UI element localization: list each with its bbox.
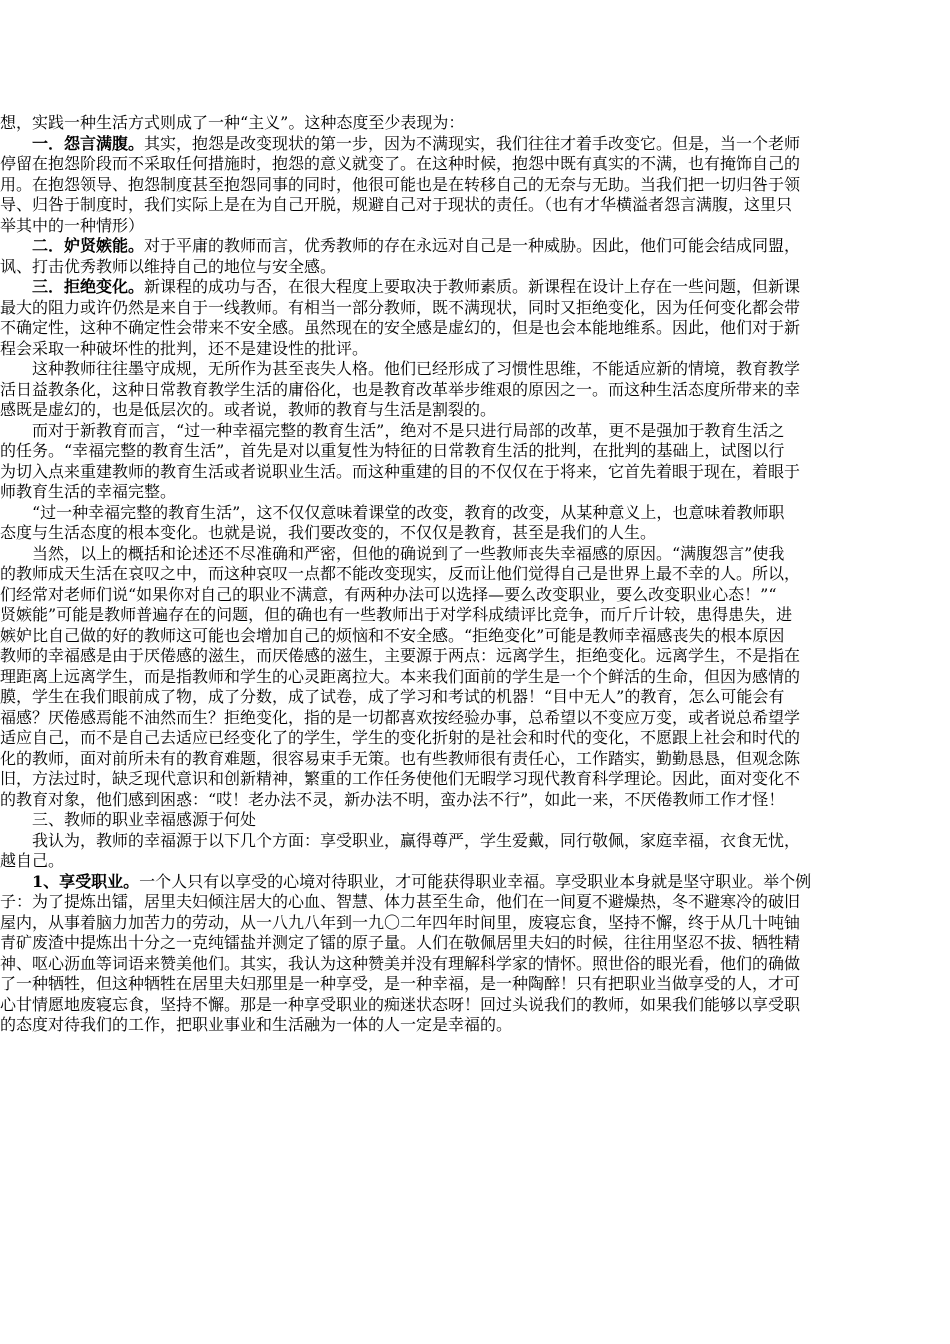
text-line: [32, 421, 950, 441]
text-line: [0, 605, 950, 625]
text-line: [0, 462, 950, 482]
line-text: 膜，学生在我们眼前成了物，成了分数，成了试卷，成了学习和考试的机器！“目中无人”的教育，怎么可能会有: [0, 687, 785, 706]
section-heading: 一．怨言满腹。: [32, 133, 145, 153]
line-text: 师教育生活的幸福完整。: [0, 482, 177, 501]
text-line: [0, 933, 950, 953]
line-text: 青矿废渣中提炼出十分之一克纯镭盐并测定了镭的原子量。人们在敬佩居里夫妇的时候，往往用坚忍不拔、牺牲精: [0, 933, 801, 952]
text-line: [0, 687, 950, 707]
text-line: [0, 482, 950, 502]
line-text: 态度与生活态度的根本变化。也就是说，我们要改变的，不仅仅是教育，甚至是我们的人生。: [0, 523, 657, 542]
line-text: 神、呕心沥血等词语来赞美他们。其实，我认为这种赞美并没有理解科学家的情怀。照世俗的眼光看，他们的确做: [0, 953, 801, 973]
text-line: [32, 134, 950, 154]
line-text: 了一种牺牲，但这种牺牲在居里夫妇那里是一种享受，是一种幸福，是一种陶醉！只有把职业当做享受的人，才可: [0, 974, 801, 993]
line-text: 一个人只有以享受的心境对待职业，才可能获得职业幸福。享受职业本身就是坚守职业。举个例: [139, 871, 812, 891]
line-text: 举其中的一种情形）: [0, 215, 145, 235]
text-line: [0, 1015, 950, 1035]
text-line: [32, 810, 950, 830]
line-text: 其实，抱怨是改变现状的第一步，因为不满现实，我们往往才着手改变它。但是，当一个老师: [144, 133, 801, 153]
text-line: [0, 400, 950, 420]
text-line: [32, 503, 950, 523]
line-text: 为切入点来重建教师的教育生活或者说职业生活。而这种重建的目的不仅仅在于将来，它首先着眼于现在，着眼于: [0, 461, 801, 481]
text-line: [0, 954, 950, 974]
text-line: [0, 626, 950, 646]
text-line: [0, 113, 950, 133]
line-text: 心甘情愿地废寝忘食，坚持不懈。那是一种享受职业的痴迷状态呀！回过头说我们的教师，如果我们能够以享受职: [0, 994, 801, 1014]
text-line: [0, 913, 950, 933]
text-line: [0, 175, 950, 195]
line-text: 的教育对象，他们感到困惑：“哎！老办法不灵，新办法不明，蛮办法不行”，如此一来，不厌倦教师工作才怪！: [0, 789, 785, 809]
text-line: [32, 872, 950, 892]
line-text: 教师的幸福感是由于厌倦感的滋生，而厌倦感的滋生，主要源于两点：远离学生，拒绝变化。远离学生，不是指在: [0, 646, 801, 665]
line-text: 新课程的成功与否，在很大程度上要取决于教师素质。新课程在设计上存在一些问题，但新课: [144, 277, 801, 296]
line-text: 理距离上远离学生，而是指教师和学生的心灵距离拉大。本来我们面前的学生是一个个鲜活的生命，但因为感情的: [0, 666, 801, 686]
line-text: 的态度对待我们的工作，把职业事业和生活融为一体的人一定是幸福的。: [0, 1015, 513, 1034]
line-text: 最大的阻力或许仍然是来自于一线教师。有相当一部分教师，既不满现状，同时又拒绝变化，因为任何变化都会带: [0, 297, 801, 317]
line-text: 停留在抱怨阶段而不采取任何措施时，抱怨的意义就变了。在这种时候，抱怨中既有真实的不满，也有掩饰自己的: [0, 154, 801, 173]
text-line: [0, 195, 950, 215]
line-text: “过一种幸福完整的教育生活”，这不仅仅意味着课堂的改变，教育的改变，从某种意义上，也意味着教师职: [32, 502, 785, 522]
text-line: [0, 318, 950, 338]
text-line: [0, 667, 950, 687]
line-text: 福感？厌倦感焉能不油然而生？拒绝变化，指的是一切都喜欢按经验办事，总希望以不变应万变，或者说总希望学: [0, 707, 801, 727]
text-line: [0, 154, 950, 174]
text-line: [0, 564, 950, 584]
text-line: [0, 257, 950, 277]
line-text: 的任务。“幸福完整的教育生活”，首先是对以重复性为特征的日常教育生活的批判，在批判的基础上，试图以行: [0, 441, 785, 460]
text-line: [0, 995, 950, 1015]
text-line: [0, 851, 950, 871]
line-text: 适应自己，而不是自己去适应已经变化了的学生，学生的变化折射的是社会和时代的变化，不愿跟上社会和时代的: [0, 728, 801, 747]
text-line: [0, 216, 950, 236]
text-line: [32, 544, 950, 564]
text-line: [0, 790, 950, 810]
line-text: 三、教师的职业幸福感源于何处: [32, 810, 257, 829]
line-text: 活日益教条化，这种日常教育教学生活的庸俗化，也是教育改革举步维艰的原因之一。而这种生活态度所带来的幸: [0, 379, 801, 399]
line-text: 贤嫉能”可能是教师普遍存在的问题，但的确也有一些教师出于对学科成绩评比竞争，而斤斤计较，患得患失，进: [0, 605, 793, 624]
section-heading: 二．妒贤嫉能。: [32, 236, 145, 255]
text-line: [32, 277, 950, 297]
line-text: 嫉妒比自己做的好的教师这可能也会增加自己的烦恼和不安全感。“拒绝变化”可能是教师幸福感丧失的根本原因: [0, 625, 785, 645]
text-line: [0, 728, 950, 748]
text-line: [0, 298, 950, 318]
line-text: 当然，以上的概括和论述还不尽准确和严密，但他的确说到了一些教师丧失幸福感的原因。“满腹怨言”使我: [32, 543, 785, 563]
text-line: [32, 236, 950, 256]
line-text: 们经常对老师们说“如果你对自己的职业不满意，有两种办法可以选择—要么改变职业，要么改变职业心态！”“: [0, 584, 777, 604]
text-line: [0, 380, 950, 400]
line-text: 想，实践一种生活方式则成了一种“主义”。这种态度至少表现为：: [0, 113, 465, 132]
text-line: [0, 646, 950, 666]
text-line: [0, 892, 950, 912]
line-text: 对于平庸的教师而言，优秀教师的存在永远对自己是一种威胁。因此，他们可能会结成同盟，: [144, 236, 801, 255]
text-line: [0, 708, 950, 728]
line-text: 讽、打击优秀教师以维持自己的地位与安全感。: [0, 256, 337, 276]
line-text: 化的教师，面对前所未有的教育难题，很容易束手无策。也有些教师很有责任心，工作踏实，勤勤恳恳，但观念陈: [0, 748, 801, 768]
line-text: 感既是虚幻的，也是低层次的。或者说，教师的教育与生活是割裂的。: [0, 400, 497, 419]
line-text: 不确定性，这种不确定性会带来不安全感。虽然现在的安全感是虚幻的，但是也会本能地维系。因此，他们对于新: [0, 318, 801, 337]
line-text: 的教师成天生活在哀叹之中，而这种哀叹一点都不能改变现实，反而让他们觉得自己是世界上最不幸的人。所以，: [0, 564, 801, 583]
line-text: 用。在抱怨领导、抱怨制度甚至抱怨同事的同时，他很可能也是在转移自己的无奈与无助。当我们把一切归咎于领: [0, 174, 801, 194]
text-line: [0, 523, 950, 543]
text-line: [32, 831, 950, 851]
text-line: [0, 441, 950, 461]
line-text: 这种教师往往墨守成规，无所作为甚至丧失人格。他们已经形成了习惯性思维，不能适应新的情境，教育教学: [32, 359, 801, 378]
line-text: 屋内，从事着脑力加苦力的劳动，从一八九八年到一九〇二年四年时间里，废寝忘食，坚持不懈，终于从几十吨铀: [0, 912, 801, 932]
line-text: 而对于新教育而言，“过一种幸福完整的教育生活”，绝对不是只进行局部的改革，更不是强加于教育生活之: [32, 420, 785, 440]
text-line: [32, 359, 950, 379]
text-line: [0, 974, 950, 994]
line-text: 导、归咎于制度时，我们实际上是在为自己开脱，规避自己对于现状的责任。（也有才华横溢者怨言满腹，这里只: [0, 195, 793, 214]
line-text: 旧，方法过时，缺乏现代意识和创新精神，繁重的工作任务使他们无暇学习现代教育科学理论。因此，面对变化不: [0, 769, 801, 788]
line-text: 程会采取一种破坏性的批判，还不是建设性的批评。: [0, 338, 369, 358]
text-line: [0, 749, 950, 769]
text-line: [0, 339, 950, 359]
text-line: [0, 585, 950, 605]
text-line: [0, 769, 950, 789]
line-text: 我认为，教师的幸福源于以下几个方面：享受职业，赢得尊严，学生爱戴，同行敬佩，家庭幸福，衣食无忧，: [32, 830, 801, 850]
section-heading: 三．拒绝变化。: [32, 277, 145, 296]
section-heading: 1、享受职业。: [32, 871, 140, 891]
line-text: 越自己。: [0, 851, 65, 870]
line-text: 子：为了提炼出镭，居里夫妇倾注居大的心血、智慧、体力甚至生命，他们在一间夏不避燥热，冬不避寒冷的破旧: [0, 892, 801, 911]
